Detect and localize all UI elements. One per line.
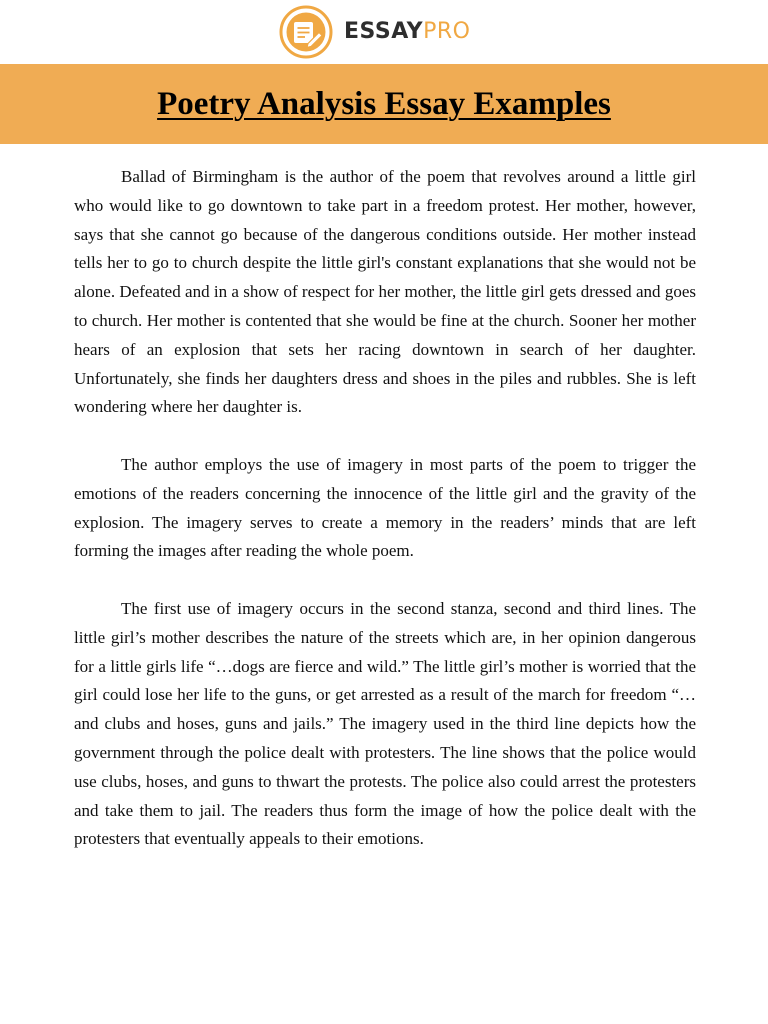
essaypro-logo[interactable] <box>279 5 470 59</box>
page-title: Poetry Analysis Essay Examples <box>157 85 611 122</box>
logo-wordmark-strong: ESSAY <box>344 19 424 44</box>
essay-body <box>74 163 696 854</box>
notepad-pencil-icon <box>279 5 333 59</box>
title-banner <box>0 64 768 144</box>
header-logo-bar <box>0 0 768 64</box>
logo-wordmark <box>344 21 470 43</box>
logo-wordmark-light: PRO <box>423 19 471 44</box>
essay-paragraph-1: Ballad of Birmingham is the author of the poem that revolves around a little girl who would like to go downtown to take part in a freedom protest. Her mother, however, says that she cannot go because of the dangerous conditions outside. Her mother instead tells her to go to church despite the little girl's constant explanations that she would not be alone. Defeated and in a show of respect for her mother, the little girl gets dressed and goes to church. Her mother is contented that she would be fine at the church. Sooner her mother hears of an explosion that sets her racing downtown in search of her daughter. Unfortunately, she finds her daughters dress and shoes in the piles and rubbles. She is left wondering where her daughter is. <box>74 167 696 417</box>
essay-paragraph-2: The author employs the use of imagery in most parts of the poem to trigger the emotions of the readers concerning the innocence of the little girl and the gravity of the explosion. The imagery serves to create a memory in the readers’ minds that are left forming the images after reading the whole poem. <box>74 454 696 561</box>
essay-paragraph-3: The first use of imagery occurs in the second stanza, second and third lines. The little girl’s mother describes the nature of the streets which are, in her opinion dangerous for a little girls life “…dogs are fierce and wild.” The little girl’s mother is worried that the girl could lose her life to the guns, or get arrested as a result of the march for freedom “…and clubs and hoses, guns and jails.” The imagery used in the third line depicts how the government through the police dealt with protesters. The line shows that the police would use clubs, hoses, and guns to thwart the protests. The police also could arrest the protesters and take them to jail. The readers thus form the image of how the police dealt with the protesters that eventually appeals to their emotions. <box>74 598 696 849</box>
